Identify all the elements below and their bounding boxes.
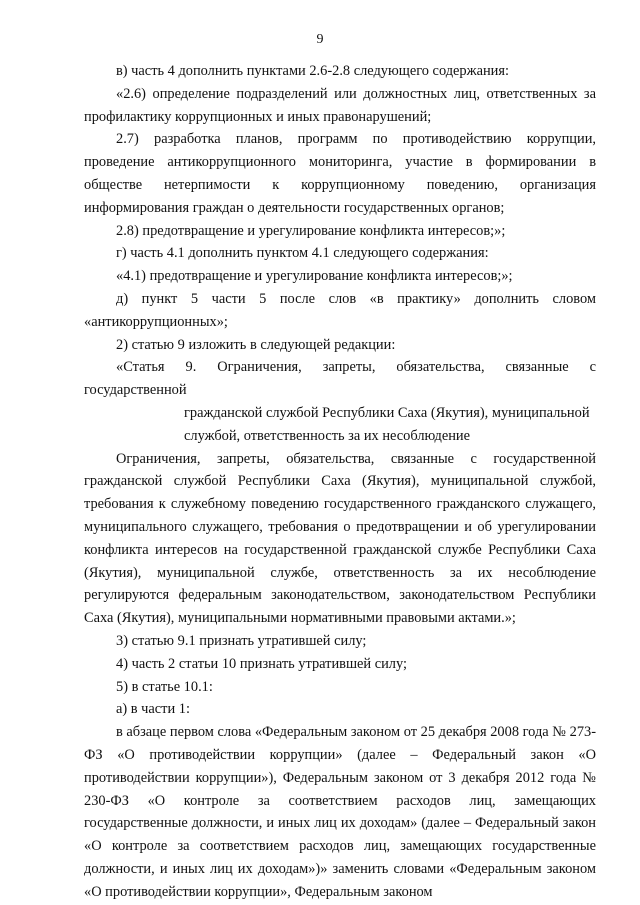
paragraph-amendment-d: д) пункт 5 части 5 после слов «в практику» дополнить словом «антикоррупционных»; [84,290,596,330]
article-9-title-line-3: службой, ответственность за их несоблюдение [184,427,471,444]
paragraph-item-2-6: «2.6) определение подразделений или должностных лиц, ответственных за профилактику коррупционных и иных правонарушений; [84,85,596,125]
article-9-title [84,356,596,447]
paragraph-abzac-first: в абзаце первом слова «Федеральным законом от 25 декабря 2008 года № 273-ФЗ «О противодействии коррупции» (далее – Федеральный закон «О противодействии коррупции»), Федеральным законом от 3 декабря 2012 года № 230-ФЗ «О контроле за соответствием расходов лиц, замещающих государственные должности, и иных лиц их доходам» (далее – Федеральный закон «О контроле за соответствием расходов лиц, замещающих государственные должности, и иных лиц их доходам»)» заменить словами «Федеральным законом «О противодействии коррупции», Федеральным законом [84,724,596,900]
paragraph-item-4-1: «4.1) предотвращение и урегулирование конфликта интересов;»; [116,268,513,285]
paragraph-amendment-g: г) часть 4.1 дополнить пунктом 4.1 следующего содержания: [116,245,489,262]
paragraph-item-4: 4) часть 2 статьи 10 признать утратившей силу; [116,655,407,672]
article-9-title-line-2: гражданской службой Республики Саха (Якутия), муниципальной [184,404,590,421]
paragraph-item-2-7: 2.7) разработка планов, программ по противодействию коррупции, проведение антикоррупционного мониторинга, участие в формировании в обществе нетерпимости к коррупционному поведению, организация информирования граждан о деятельности государственных органов; [84,131,596,216]
paragraph-article-9-body: Ограничения, запреты, обязательства, связанные с государственной гражданской службой Республики Саха (Якутия), муниципальной службой, требования к служебному поведению государственного гражданского служащего, муниципального служащего, требования о предотвращении и об урегулировании конфликта интересов на государственной гражданской службе Республики Саха (Якутия), муниципальной службе, ответственность за их несоблюдение регулируются федеральным законодательством, законодательством Республики Саха (Якутия), муниципальными нормативными правовыми актами.»; [84,450,596,627]
paragraph-subitem-a: а) в части 1: [116,701,190,718]
paragraph-item-3: 3) статью 9.1 признать утратившей силу; [116,632,367,649]
paragraph-item-2-8: 2.8) предотвращение и урегулирование конфликта интересов;»; [116,222,506,239]
paragraph-amendment-v: в) часть 4 дополнить пунктами 2.6-2.8 следующего содержания: [116,63,509,79]
paragraph-article-9-intro: 2) статью 9 изложить в следующей редакции: [116,336,396,353]
page-number: 9 [316,32,324,47]
document-body [84,60,596,903]
paragraph-item-5: 5) в статье 10.1: [116,678,213,695]
article-9-title-line-1: «Статья 9. Ограничения, запреты, обязательства, связанные с государственной [84,359,596,399]
